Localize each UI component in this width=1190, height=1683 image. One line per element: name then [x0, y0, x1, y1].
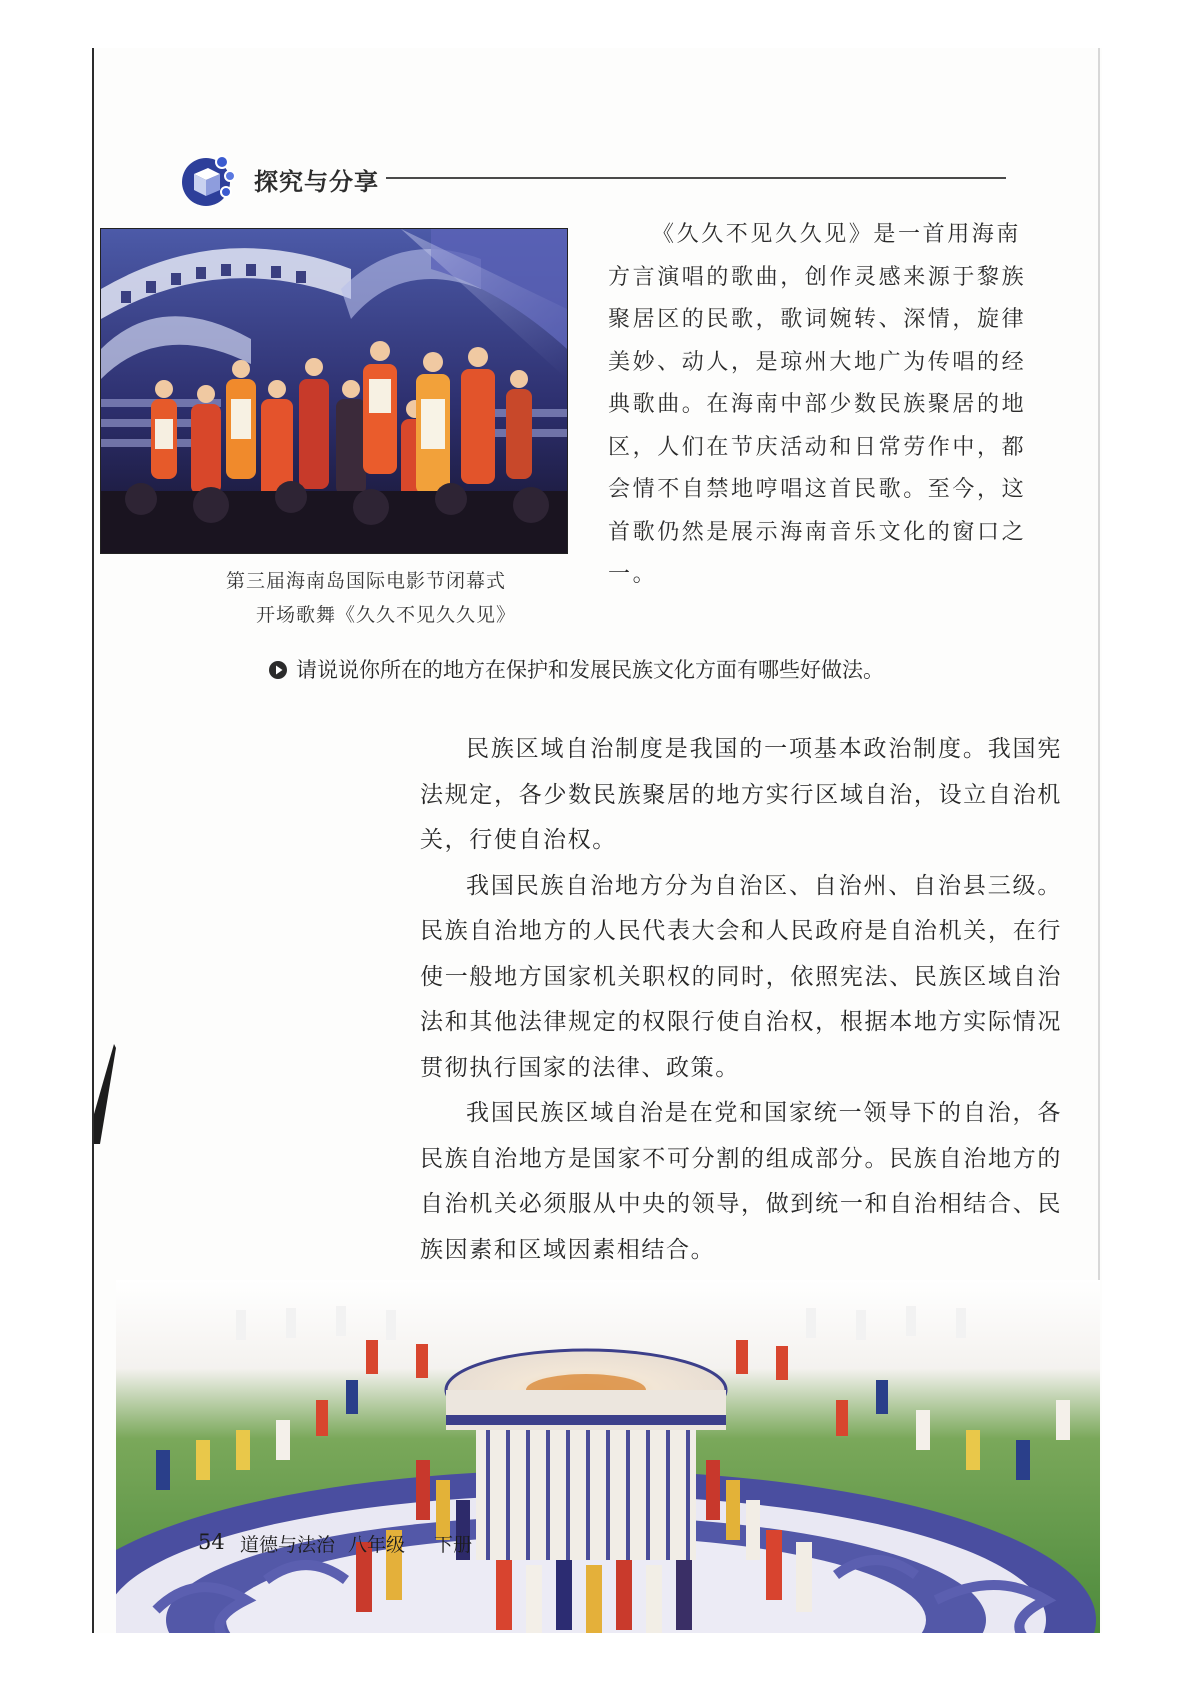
discussion-prompt — [268, 654, 1028, 688]
paragraph: 我国民族自治地方分为自治区、自治州、自治县三级。民族自治地方的人民代表大会和人民政府是自治机关，在行使一般地方国家机关职权的同时，依照宪法、民族区域自治法和其他法律规定的权限行使自治权，根据本地方实际情况贯彻执行国家的法律、政策。 — [420, 872, 1062, 1081]
paragraph: 我国民族区域自治是在党和国家统一领导下的自治，各民族自治地方是国家不可分割的组成部分。民族自治地方的自治机关必须服从中央的领导，做到统一和自治相结合、民族因素和区域因素相结合。 — [420, 1100, 1062, 1263]
photo-caption-line2: 开场歌舞《久久不见久久见》 — [255, 604, 516, 626]
song-description: 《久久不见久久见》是一首用海南方言演唱的歌曲，创作灵感来源于黎族聚居区的民歌，歌词婉转、深情，旋律美妙、动人，是琼州大地广为传唱的经典歌曲。在海南中部少数民族聚居的地区，人们在节庆活动和日常劳作中，都会情不自禁地哼唱这首民歌。至今，这首歌仍然是展示海南音乐文化的窗口之一。 — [608, 222, 1027, 587]
paragraph: 民族区域自治制度是我国的一项基本政治制度。我国宪法规定，各少数民族聚居的地方实行区域自治，设立自治机关，行使自治权。 — [420, 736, 1062, 853]
cube-molecule-icon — [180, 152, 236, 208]
stage-performance-photo — [100, 228, 568, 554]
section-divider — [386, 177, 1006, 179]
body-text — [420, 727, 1062, 1273]
play-circle-icon — [268, 660, 288, 680]
page-number: 54 — [198, 1530, 225, 1554]
footer-volume: 下册 — [434, 1534, 473, 1556]
opening-ceremony-photo — [116, 1280, 1100, 1633]
footer-subject: 道德与法治 — [240, 1534, 336, 1556]
prompt-text: 请说说你所在的地方在保护和发展民族文化方面有哪些好做法。 — [296, 658, 884, 682]
section-title: 探究与分享 — [254, 168, 379, 196]
scan-shadow — [94, 1044, 116, 1144]
section-header — [180, 150, 1020, 210]
photo-caption-line1: 第三届海南岛国际电影节闭幕式 — [225, 570, 506, 592]
footer-grade: 八年级 — [348, 1534, 406, 1556]
